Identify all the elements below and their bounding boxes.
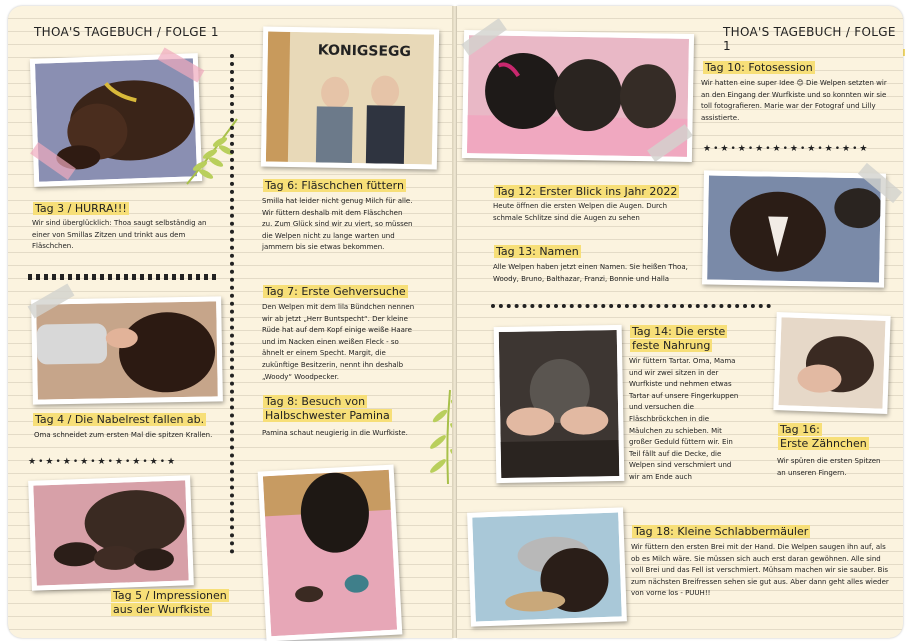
tag6-title: Tag 6: Fläschchen füttern	[265, 179, 404, 192]
photo-bottle-feeding	[261, 26, 439, 169]
eyes-open-image	[707, 176, 881, 283]
fotosession-image	[467, 35, 689, 157]
tag13-text: Alle Welpen haben jetzt einen Namen. Sie heißen Thoa, Woody, Bruno, Balthazar, Franzi, Bonnie und Halla	[493, 263, 688, 283]
litter-image	[33, 480, 188, 585]
tag3-title: Tag 3 / HURRA!!!	[35, 202, 127, 215]
tag3-text: Wir sind überglücklich: Thoa saugt selbständig an einer von Smillas Zitzen und trinkt aus dem Fläschchen.	[32, 219, 207, 251]
tag18-text: Wir füttern den ersten Brei mit der Hand. Die Welpen saugen ihn auf, als ob es Milch wäre. Sie müssen sich auch erst daran gewöhnen. Alle sind voll Brei und das Fell ist verschmiert. Mühsam machen wir sie sauber. Bis zum nächsten Breifressen sehen sie gut aus. Aber dann geht alles wieder von vorne los - PUUH!!	[631, 543, 889, 598]
tag12-title: Tag 12: Erster Blick ins Jahr 2022	[496, 185, 678, 198]
photo-teeth	[773, 312, 890, 414]
dotted-divider	[491, 304, 771, 308]
tag4-title: Tag 4 / Die Nabelrest fallen ab.	[35, 413, 205, 426]
photo-feeding-tartar	[494, 325, 625, 483]
tag14-text: Wir füttern Tartar. Oma, Mama und wir zwei sitzen in der Wurfkiste und nehmen etwas Tartar auf unsere Fingerkuppen und versuchen die Fläschbröckchen in die Mäulchen zu schieben. Mit großer Geduld füttern wir. Ein Teil fällt auf die Decke, die Welpen sind verschmiert und wir am Ende auch	[629, 357, 739, 481]
claw-clipping-image	[36, 301, 218, 399]
pamina-image	[263, 470, 397, 636]
tag10-title: Tag 10: Fotosession	[705, 61, 813, 74]
schlabbermauler-image	[472, 512, 622, 621]
tag13-title: Tag 13: Namen	[496, 245, 579, 258]
photo-litter	[28, 475, 194, 591]
right-header: THOA'S TAGEBUCH / FOLGE 1	[719, 24, 903, 54]
tag5-title: Tag 5 / Impressionen aus der Wurfkiste	[113, 589, 227, 616]
tag8-text: Pamina schaut neugierig in die Wurfkiste.	[262, 429, 408, 437]
star-divider: ★•★•★•★•★•★•★•★•★	[28, 457, 178, 467]
star-divider: ★•★•★•★•★•★•★•★•★•★	[703, 144, 870, 154]
photo-eyes-open	[702, 170, 886, 287]
left-header: THOA'S TAGEBUCH / FOLGE 1	[30, 24, 223, 40]
photo-claw-clipping	[31, 296, 223, 404]
photo-pamina	[258, 465, 403, 641]
right-page	[457, 6, 903, 638]
tag7-text: Den Welpen mit dem lila Bündchen nennen wir ab jetzt „Herr Buntspecht“. Der kleine Rüde hat auf dem Kopf einige weiße Haare und im Nacken einen weißen Fleck - so ähnelt er einem Specht. Margit, die zukünftige Besitzerin, nennt ihn deshalb „Woody“ Woodpecker.	[262, 303, 415, 381]
left-page	[8, 6, 453, 638]
konigsegg-sign: KONIGSEGG	[317, 42, 412, 61]
photo-schlabbermauler	[467, 507, 627, 626]
tag6-text: Smilla hat leider nicht genug Milch für alle. Wir füttern deshalb mit dem Fläschchen zu. Zum Glück sind wir zu viert, so müssen die Welpen nicht zu lange warten und jammern bis sie etwas bekommen.	[262, 197, 413, 252]
tag14-title: Tag 14: Die erste feste Nahrung	[632, 325, 726, 352]
teeth-image	[778, 317, 885, 409]
tag8-title: Tag 8: Besuch von Halbschwester Pamina	[265, 395, 390, 422]
tag10-text: Wir hatten eine super Idee 😊 Die Welpen setzten wir an den Eingang der Wurfkiste und so konnten wir sie toll fotografieren. Marie war der Fotograf und Lilly assistierte.	[701, 79, 887, 122]
tag7-title: Tag 7: Erste Gehversuche	[265, 285, 406, 298]
tag4-text: Oma schneidet zum ersten Mal die spitzen Krallen.	[34, 431, 213, 439]
column-divider	[230, 54, 234, 554]
tag12-text: Heute öffnen die ersten Welpen die Augen. Durch schmale Schlitze sind die Augen zu sehen	[493, 202, 668, 222]
tag16-text: Wir spüren die ersten Spitzen an unseren Fingern.	[777, 457, 881, 477]
bottle-feeding-image	[266, 32, 434, 165]
feeding-tartar-image	[499, 330, 620, 478]
tag18-title: Tag 18: Kleine Schlabbermäuler	[634, 525, 809, 538]
wave-divider	[28, 274, 218, 280]
tag16-title: Tag 16: Erste Zähnchen	[780, 423, 867, 450]
